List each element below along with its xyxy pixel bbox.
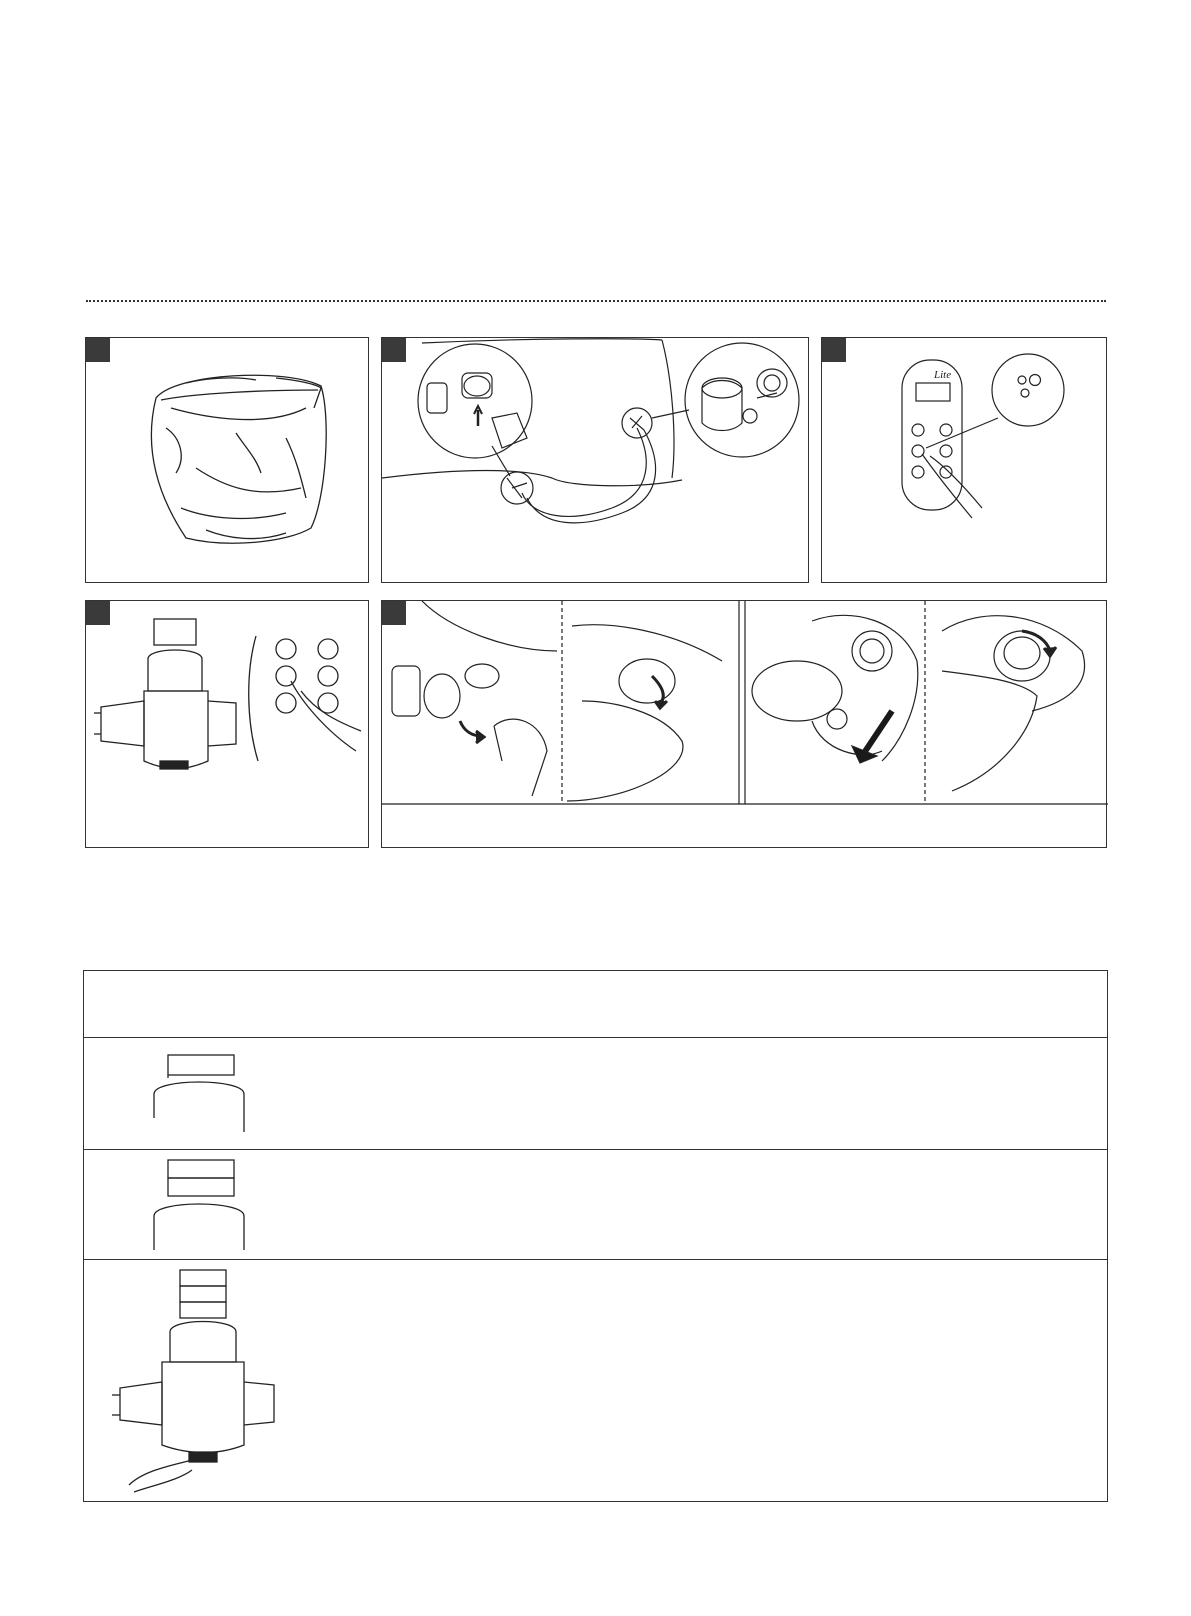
filter-pump-drain-icon <box>84 1260 294 1502</box>
step-panel-1 <box>85 337 369 583</box>
table-row <box>84 1037 1107 1149</box>
remote-brand-label: Lite <box>934 369 952 381</box>
table-header-row <box>84 971 1107 1037</box>
filter-table <box>83 970 1108 1502</box>
table-row <box>84 1149 1107 1259</box>
step-panel-2 <box>381 337 809 583</box>
filter-bag-illustration <box>86 338 370 584</box>
step-panel-4 <box>85 600 369 848</box>
filter-pump-button-illustration <box>86 601 370 849</box>
step-panel-3 <box>821 337 1107 583</box>
table-row <box>84 1259 1107 1503</box>
filter-cartridge-top-icon <box>84 1150 284 1260</box>
section-divider <box>86 300 1106 302</box>
filter-cap-icon <box>84 1038 284 1150</box>
filter-removal-sequence-illustration <box>382 601 1108 849</box>
step-panel-5 <box>381 600 1107 848</box>
remote-bubble-button-illustration <box>822 338 1108 584</box>
hose-connection-illustration <box>382 338 810 584</box>
